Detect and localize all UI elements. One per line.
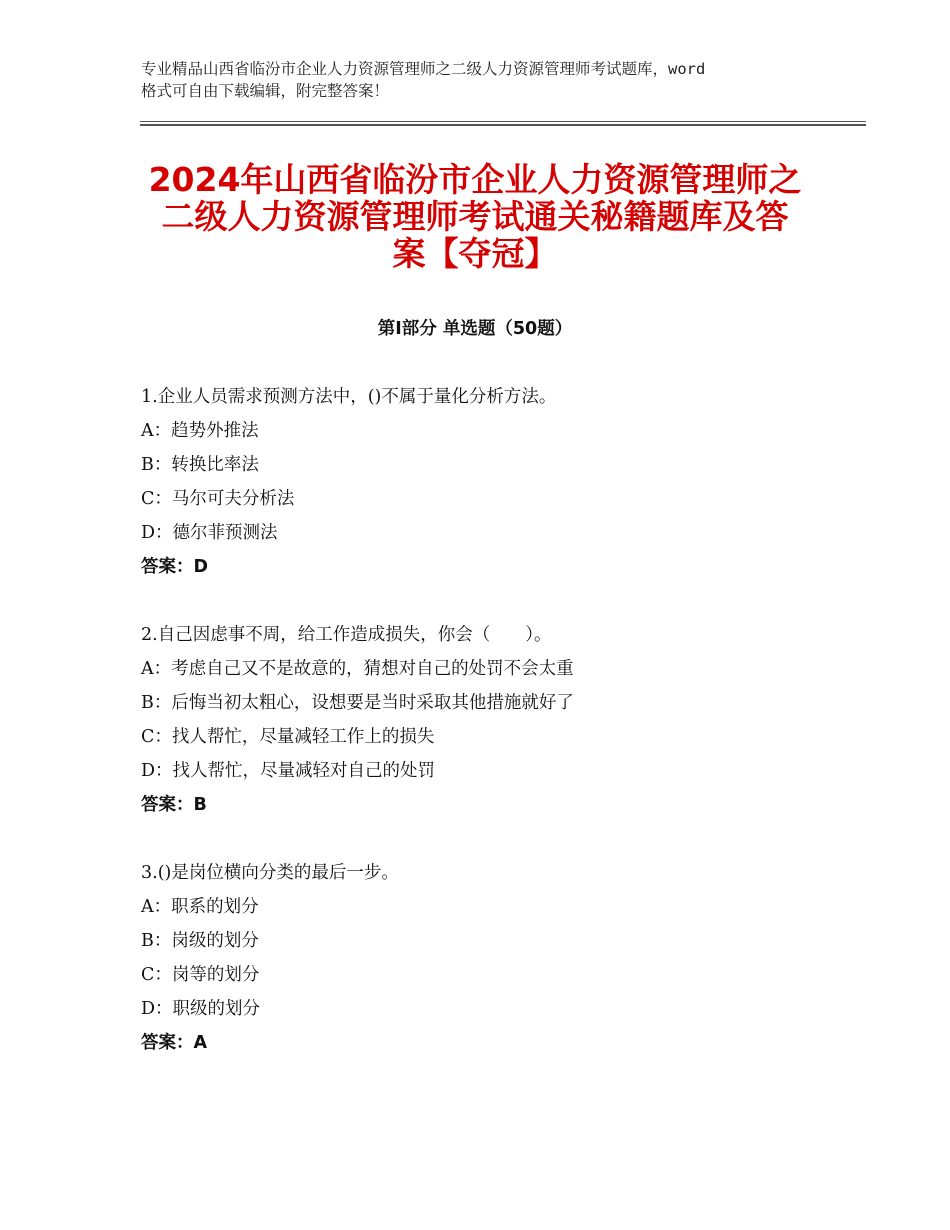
header-note <box>141 58 831 102</box>
header-divider-thin <box>140 121 866 122</box>
option-b: B：后悔当初太粗心，设想要是当时采取其他措施就好了 <box>141 693 574 713</box>
question-stem: 1.企业人员需求预测方法中，()不属于量化分析方法。 <box>141 387 557 407</box>
option-b: B：转换比率法 <box>141 455 259 475</box>
option-c: C：马尔可夫分析法 <box>141 489 295 509</box>
answer: 答案：A <box>141 1033 208 1053</box>
question-2 <box>141 622 861 826</box>
option-d: D：找人帮忙，尽量减轻对自己的处罚 <box>141 761 436 781</box>
question-stem: 2.自己因虑事不周，给工作造成损失，你会（ ）。 <box>141 625 552 645</box>
question-stem: 3.()是岗位横向分类的最后一步。 <box>141 863 399 883</box>
document-title-line-1: 2024年山西省临汾市企业人力资源管理师之 <box>148 160 802 199</box>
header-note-line-1: 专业精品山西省临汾市企业人力资源管理师之二级人力资源管理师考试题库，word <box>141 60 706 78</box>
header-note-line-2: 格式可自由下载编辑，附完整答案！ <box>141 82 390 100</box>
option-c: C：找人帮忙，尽量减轻工作上的损失 <box>141 727 435 747</box>
option-b: B：岗级的划分 <box>141 931 259 951</box>
option-d: D：职级的划分 <box>141 999 261 1019</box>
option-d: D：德尔菲预测法 <box>141 523 278 543</box>
section-heading: 第Ⅰ部分 单选题（50题） <box>377 319 573 339</box>
option-a: A：职系的划分 <box>141 897 259 917</box>
question-3 <box>141 860 861 1064</box>
option-c: C：岗等的划分 <box>141 965 260 985</box>
document-title-line-3: 案【夺冠】 <box>392 234 558 273</box>
option-a: A：考虑自己又不是故意的，猜想对自己的处罚不会太重 <box>141 659 574 679</box>
answer: 答案：D <box>141 557 209 577</box>
option-a: A：趋势外推法 <box>141 421 259 441</box>
document-title <box>120 161 830 272</box>
answer: 答案：B <box>141 795 207 815</box>
header-divider-thick <box>140 124 866 126</box>
question-1 <box>141 384 861 588</box>
document-title-line-2: 二级人力资源管理师考试通关秘籍题库及答 <box>161 197 789 236</box>
